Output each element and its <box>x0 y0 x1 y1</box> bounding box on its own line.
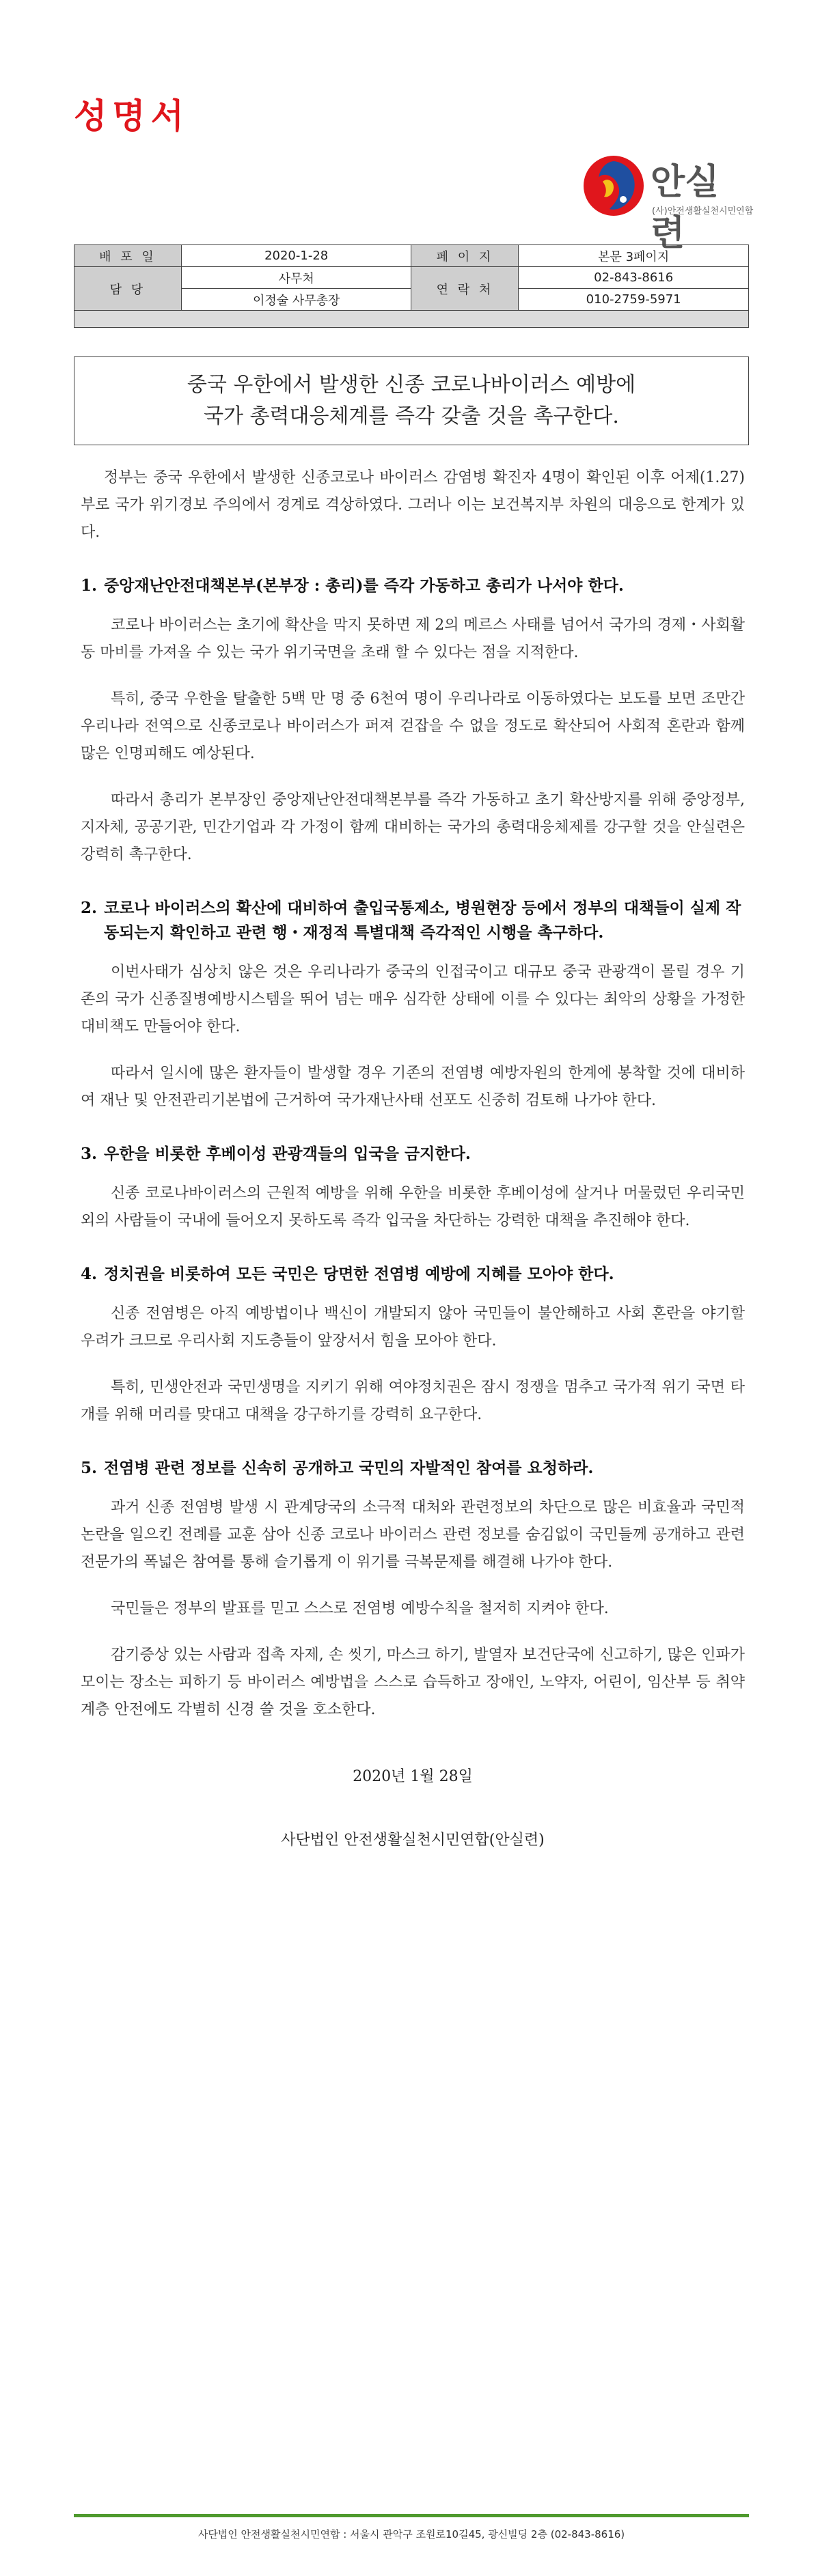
table-spacer-row <box>74 311 749 328</box>
statement-title: 성명서 <box>74 96 189 136</box>
headline-line-2: 국가 총력대응체계를 즉각 갖출 것을 촉구한다. <box>204 404 619 428</box>
section-paragraph: 국민들은 정부의 발표를 믿고 스스로 전염병 예방수칙을 철저히 지켜야 한다. <box>111 1600 609 1617</box>
closing-date: 2020년 1월 28일 <box>353 1768 473 1785</box>
date-label: 배 포 일 <box>74 245 182 267</box>
owner-person: 이정술 사무총장 <box>181 289 411 311</box>
contact-office-phone: 02-843-8616 <box>519 267 749 289</box>
footer-divider <box>74 2514 749 2517</box>
section-heading: 4. 정치권을 비롯하여 모든 국민은 당면한 전염병 예방에 지혜를 모아야 한다. <box>81 1265 614 1283</box>
page-value: 본문 3페이지 <box>519 245 749 267</box>
korea-map-logo-icon <box>582 154 645 217</box>
date-value: 2020-1-28 <box>181 245 411 267</box>
closing-organization: 사단법인 안전생활실천시민연합(안실련) <box>281 1832 545 1849</box>
section-paragraph: 신종 코로나바이러스의 근원적 예방을 위해 우한을 비롯한 후베이성에 살거나 머물렀던 우리국민 외의 사람들이 국내에 들어오지 못하도록 즉각 입국을 차단하는 강력한 대책을 추진해야 한다. <box>81 1185 745 1229</box>
section-paragraph: 따라서 총리가 본부장인 중앙재난안전대책본부를 즉각 가동하고 초기 확산방지를 위해 중앙정부, 지자체, 공공기관, 민간기업과 각 가정이 함께 대비하는 국가의 총력대응체제를 강구할 것을 안실련은 강력히 촉구한다. <box>81 792 745 863</box>
contact-mobile-phone: 010-2759-5971 <box>519 289 749 311</box>
section-paragraph: 따라서 일시에 많은 환자들이 발생할 경우 기존의 전염병 예방자원의 한계에 봉착할 것에 대비하여 재난 및 안전관리기본법에 근거하여 국가재난사태 선포도 신중히 검토해 나가야 한다. <box>81 1065 745 1109</box>
headline-line-1: 중국 우한에서 발생한 신종 코로나바이러스 예방에 <box>187 373 636 397</box>
section-heading: 2. 코로나 바이러스의 확산에 대비하여 출입국통제소, 병원현장 등에서 정부의 대책들이 실제 작동되는지 확인하고 관련 행・재정적 특별대책 즉각적인 시행을 촉구하다. <box>81 899 741 942</box>
press-info-table <box>74 244 749 328</box>
section-paragraph: 신종 전염병은 아직 예방법이나 백신이 개발되지 않아 국민들이 불안해하고 사회 혼란을 야기할 우려가 크므로 우리사회 지도층들이 앞장서서 힘을 모아야 한다. <box>81 1305 745 1349</box>
section-heading: 5. 전염병 관련 정보를 신속히 공개하고 국민의 자발적인 참여를 요청하라. <box>81 1459 594 1477</box>
footer-address: 사단법인 안전생활실천시민연합 : 서울시 관악구 조원로10길45, 광신빌딩 2층 (02-843-8616) <box>197 2528 625 2540</box>
owner-label: 담 당 <box>74 267 182 311</box>
contact-label: 연 락 처 <box>411 267 519 311</box>
page-label: 페 이 지 <box>411 245 519 267</box>
section-3 <box>81 1142 745 1235</box>
section-paragraph: 이번사태가 심상치 않은 것은 우리나라가 중국의 인접국이고 대규모 중국 관광객이 몰릴 경우 기존의 국가 신종질병예방시스템을 뛰어 넘는 매우 심각한 상태에 이를 수 있다는 최악의 상황을 가정한 대비책도 만들어야 한다. <box>81 964 745 1035</box>
section-paragraph: 특히, 민생안전과 국민생명을 지키기 위해 여야정치권은 잠시 정쟁을 멈추고 국가적 위기 국면 타개를 위해 머리를 맞대고 대책을 강구하기를 강력히 요구한다. <box>81 1379 745 1423</box>
section-paragraph: 특히, 중국 우한을 탈출한 5백 만 명 중 6천여 명이 우리나라로 이동하였다는 보도를 보면 조만간 우리나라 전역으로 신종코로나 바이러스가 퍼져 걷잡을 수 없을 정도로 확산되어 사회적 혼란과 함께 많은 인명피해도 예상된다. <box>81 690 745 762</box>
section-2 <box>81 896 745 1115</box>
owner-department: 사무처 <box>181 267 411 289</box>
organization-logo <box>582 149 754 254</box>
intro-paragraph: 정부는 중국 우한에서 발생한 신종코로나 바이러스 감염병 확진자 4명이 확인된 이후 어제(1.27)부로 국가 위기경보 주의에서 경계로 격상하였다. 그러나 이는 보건복지부 차원의 대응으로 한계가 있다. <box>81 469 745 541</box>
headline-box <box>74 356 749 445</box>
section-1 <box>81 574 745 869</box>
section-5 <box>81 1456 745 1724</box>
section-heading: 3. 우한을 비롯한 후베이성 관광객들의 입국을 금지한다. <box>81 1145 471 1163</box>
section-paragraph: 과거 신종 전염병 발생 시 관계당국의 소극적 대처와 관련정보의 차단으로 많은 비효율과 국민적 논란을 일으킨 전례를 교훈 삼아 신종 코로나 바이러스 관련 정보를 숨김없이 국민들께 공개하고 관련 전문가의 폭넓은 참여를 통해 슬기롭게 이 위기를 극복문제를 해결해 나가야 한다. <box>81 1499 745 1571</box>
statement-body <box>81 464 745 1849</box>
section-paragraph: 감기증상 있는 사람과 접촉 자제, 손 씻기, 마스크 하기, 발열자 보건단국에 신고하기, 많은 인파가 모이는 장소는 피하기 등 바이러스 예방법을 스스로 습득하고 장애인, 노약자, 어린이, 임산부 등 취약계층 안전에도 각별히 신경 쓸 것을 호소한다. <box>81 1647 745 1718</box>
logo-wordmark: 안실련 <box>651 162 720 254</box>
section-heading: 1. 중앙재난안전대책본부(본부장 : 총리)를 즉각 가동하고 총리가 나서야 한다. <box>81 576 624 595</box>
section-paragraph: 코로나 바이러스는 초기에 확산을 막지 못하면 제 2의 메르스 사태를 넘어서 국가의 경제・사회활동 마비를 가져올 수 있는 국가 위기국면을 초래 할 수 있다는 점을 지적한다. <box>81 617 745 661</box>
section-4 <box>81 1262 745 1429</box>
logo-subtitle: (사)안전생활실천시민연합 <box>652 206 754 216</box>
